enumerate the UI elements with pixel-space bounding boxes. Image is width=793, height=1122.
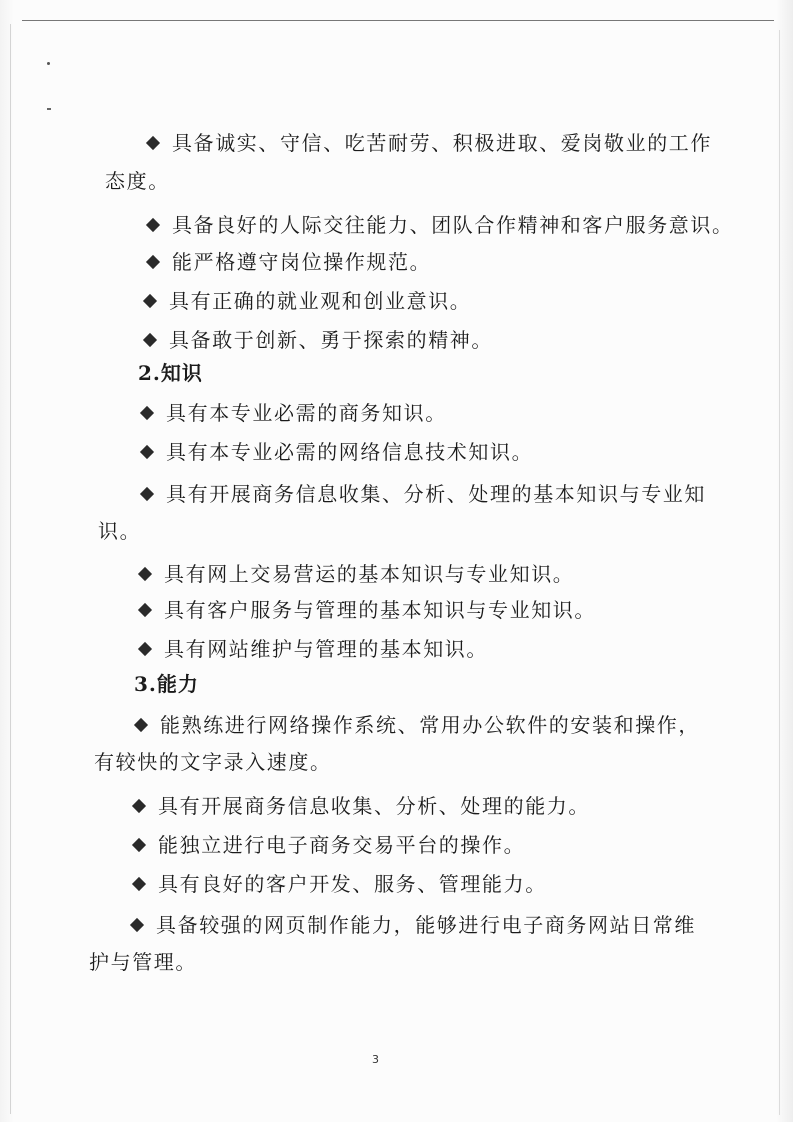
diamond-bullet-icon	[146, 136, 160, 150]
list-item-text: 具有本专业必需的商务知识。	[166, 401, 447, 425]
list-item	[136, 713, 700, 737]
list-item	[134, 833, 525, 857]
list-item	[145, 328, 493, 352]
list-item	[142, 440, 533, 464]
diamond-bullet-icon	[134, 718, 148, 732]
diamond-bullet-icon	[140, 487, 154, 501]
diamond-bullet-icon	[130, 918, 144, 932]
diamond-bullet-icon	[132, 799, 146, 813]
list-item	[148, 250, 431, 274]
list-item-continuation	[105, 169, 170, 193]
list-item-text: 具备诚实、守信、吃苦耐劳、积极进取、爱岗敬业的工作	[172, 131, 712, 155]
diamond-bullet-icon	[146, 218, 160, 232]
list-item-text: 具备较强的网页制作能力，能够进行电子商务网站日常维	[156, 913, 696, 937]
diamond-bullet-icon	[140, 445, 154, 459]
list-item-text: 具有良好的客户开发、服务、管理能力。	[158, 872, 547, 896]
list-item	[142, 401, 447, 425]
list-item-text: 护与管理。	[89, 950, 197, 974]
diamond-bullet-icon	[132, 877, 146, 891]
list-item	[134, 872, 547, 896]
list-item-text: 具有网站维护与管理的基本知识。	[164, 637, 488, 661]
list-item	[132, 913, 696, 937]
list-item-text: 具有开展商务信息收集、分析、处理的基本知识与专业知	[166, 482, 706, 506]
list-item-continuation	[98, 519, 141, 543]
header-rule	[22, 20, 774, 21]
diamond-bullet-icon	[132, 838, 146, 852]
list-item	[140, 598, 596, 622]
list-item-text: 具备敢于创新、勇于探索的精神。	[169, 328, 493, 352]
list-item-text: 能独立进行电子商务交易平台的操作。	[158, 833, 526, 857]
list-item-continuation	[94, 750, 332, 774]
diamond-bullet-icon	[146, 255, 160, 269]
diamond-bullet-icon	[138, 642, 152, 656]
list-item-text: 具有正确的就业观和创业意识。	[169, 289, 472, 313]
diamond-bullet-icon	[143, 294, 157, 308]
section-heading-knowledge: 2.知识	[138, 361, 203, 385]
list-item	[140, 637, 488, 661]
list-item-text: 具有本专业必需的网络信息技术知识。	[166, 440, 534, 464]
left-margin-rule	[10, 24, 11, 1114]
list-item-text: 能严格遵守岗位操作规范。	[172, 250, 432, 274]
list-item	[134, 794, 590, 818]
diamond-bullet-icon	[138, 603, 152, 617]
list-item-text: 具备良好的人际交往能力、团队合作精神和客户服务意识。	[172, 213, 734, 237]
list-item	[142, 482, 706, 506]
diamond-bullet-icon	[138, 567, 152, 581]
right-margin-rule	[779, 30, 780, 1115]
list-item	[145, 289, 471, 313]
section-heading-ability: 3.能力	[134, 672, 199, 696]
page-number: 3	[372, 1053, 379, 1066]
list-item-text: 具有客户服务与管理的基本知识与专业知识。	[164, 598, 596, 622]
scan-speck	[47, 108, 51, 110]
list-item-text: 具有网上交易营运的基本知识与专业知识。	[164, 562, 575, 586]
list-item-text: 有较快的文字录入速度。	[94, 750, 332, 774]
list-item-text: 具有开展商务信息收集、分析、处理的能力。	[158, 794, 590, 818]
scan-speck	[47, 62, 50, 65]
list-item-text: 能熟练进行网络操作系统、常用办公软件的安装和操作，	[160, 713, 700, 737]
list-item	[148, 213, 734, 237]
list-item-text: 态度。	[105, 169, 170, 193]
diamond-bullet-icon	[140, 406, 154, 420]
list-item	[140, 562, 574, 586]
list-item-continuation	[89, 950, 197, 974]
diamond-bullet-icon	[143, 333, 157, 347]
list-item	[148, 131, 712, 155]
list-item-text: 识。	[98, 519, 142, 543]
